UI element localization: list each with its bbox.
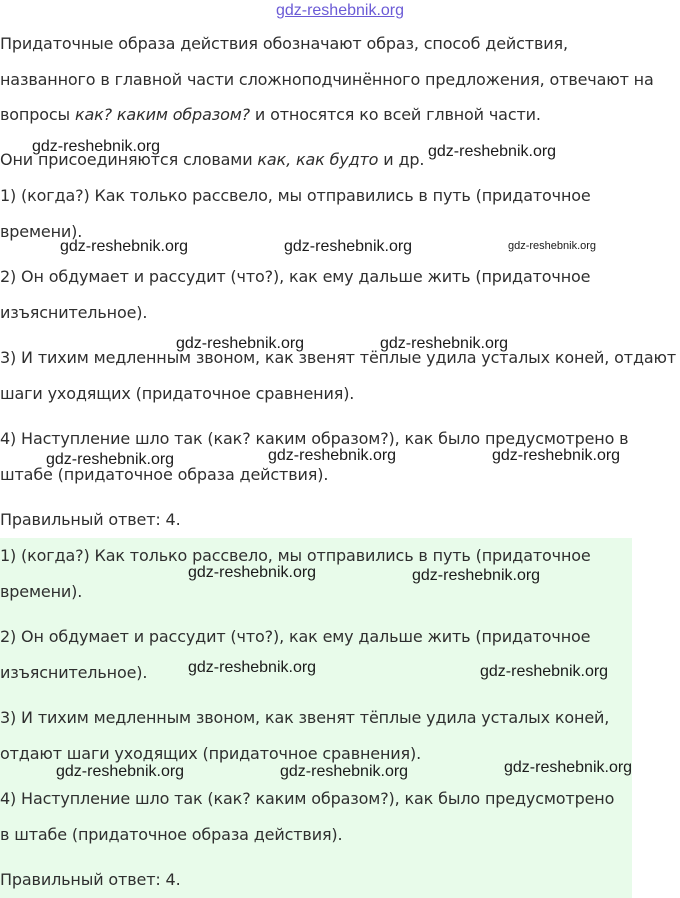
answer-final: Правильный ответ: 4. [0, 870, 181, 889]
theory-text: вопросы [0, 105, 75, 124]
task-item-4-line-2: штабе (придаточное образа действия). [0, 465, 329, 484]
watermark: gdz-reshebnik.org [56, 763, 185, 780]
watermark: gdz-reshebnik.org [188, 659, 317, 676]
answer-item-3-line-1: 3) И тихим медленным звоном, как звенят тёплые удила усталых коней, [0, 708, 610, 727]
theory-line-2: названного в главной части сложноподчинённого предложения, отвечают на [0, 70, 654, 89]
watermark: gdz-reshebnik.org [46, 451, 175, 468]
watermark: gdz-reshebnik.org [284, 238, 413, 255]
watermark: gdz-reshebnik.org [380, 335, 509, 352]
answer-item-2-line-1: 2) Он обдумает и рассудит (что?), как ему дальше жить (придаточное [0, 627, 591, 646]
theory-emphasis: как? каким образом? [74, 105, 250, 124]
watermark: gdz-reshebnik.org [32, 138, 161, 155]
watermark: gdz-reshebnik.org [60, 238, 189, 255]
watermark: gdz-reshebnik.org [268, 447, 397, 464]
answer-item-2-line-2: изъяснительное). [0, 663, 148, 682]
watermark: gdz-reshebnik.org [504, 759, 633, 776]
task-item-2-line-1: 2) Он обдумает и рассудит (что?), как ему дальше жить (придаточное [0, 267, 591, 286]
watermark: gdz-reshebnik.org [508, 240, 597, 252]
watermark: gdz-reshebnik.org [480, 663, 609, 680]
answer-item-3-line-2: отдают шаги уходящих (придаточное сравнения). [0, 744, 422, 763]
theory-line-3 [0, 97, 680, 133]
task-item-2-line-2: изъяснительное). [0, 303, 148, 322]
theory-text: и относятся ко всей глвной части. [249, 105, 541, 124]
theory-line-1: Придаточные образа действия обозначают образ, способ действия, [0, 34, 568, 53]
answer-item-4-line-2: в штабе (придаточное образа действия). [0, 825, 343, 844]
task-item-3-line-2: шаги уходящих (придаточное сравнения). [0, 384, 355, 403]
task-answer: Правильный ответ: 4. [0, 510, 181, 529]
watermark: gdz-reshebnik.org [280, 763, 409, 780]
watermark: gdz-reshebnik.org [492, 447, 621, 464]
task-item-1-line-1: 1) (когда?) Как только рассвело, мы отправились в путь (придаточное [0, 186, 591, 205]
theory-emphasis: как, как будто [257, 150, 379, 169]
theory-text: и др. [378, 150, 425, 169]
task-item-4-line-1: 4) Наступление шло так (как? каким образом?), как было предусмотрено в [0, 429, 629, 448]
theory-text: Они присоединяются словами [0, 150, 258, 169]
site-link[interactable]: gdz-reshebnik.org [275, 2, 405, 19]
watermark: gdz-reshebnik.org [412, 567, 541, 584]
answer-item-1-line-2: времени). [0, 582, 83, 601]
watermark: gdz-reshebnik.org [176, 335, 305, 352]
answer-item-4-line-1: 4) Наступление шло так (как? каким образом?), как было предусмотрено [0, 789, 615, 808]
answer-item-1-line-1: 1) (когда?) Как только рассвело, мы отправились в путь (придаточное [0, 546, 591, 565]
task-item-1-line-2: времени). [0, 222, 83, 241]
watermark: gdz-reshebnik.org [188, 564, 317, 581]
task-item-3-line-1: 3) И тихим медленным звоном, как звенят тёплые удила усталых коней, отдают [0, 348, 677, 367]
watermark: gdz-reshebnik.org [428, 143, 557, 160]
